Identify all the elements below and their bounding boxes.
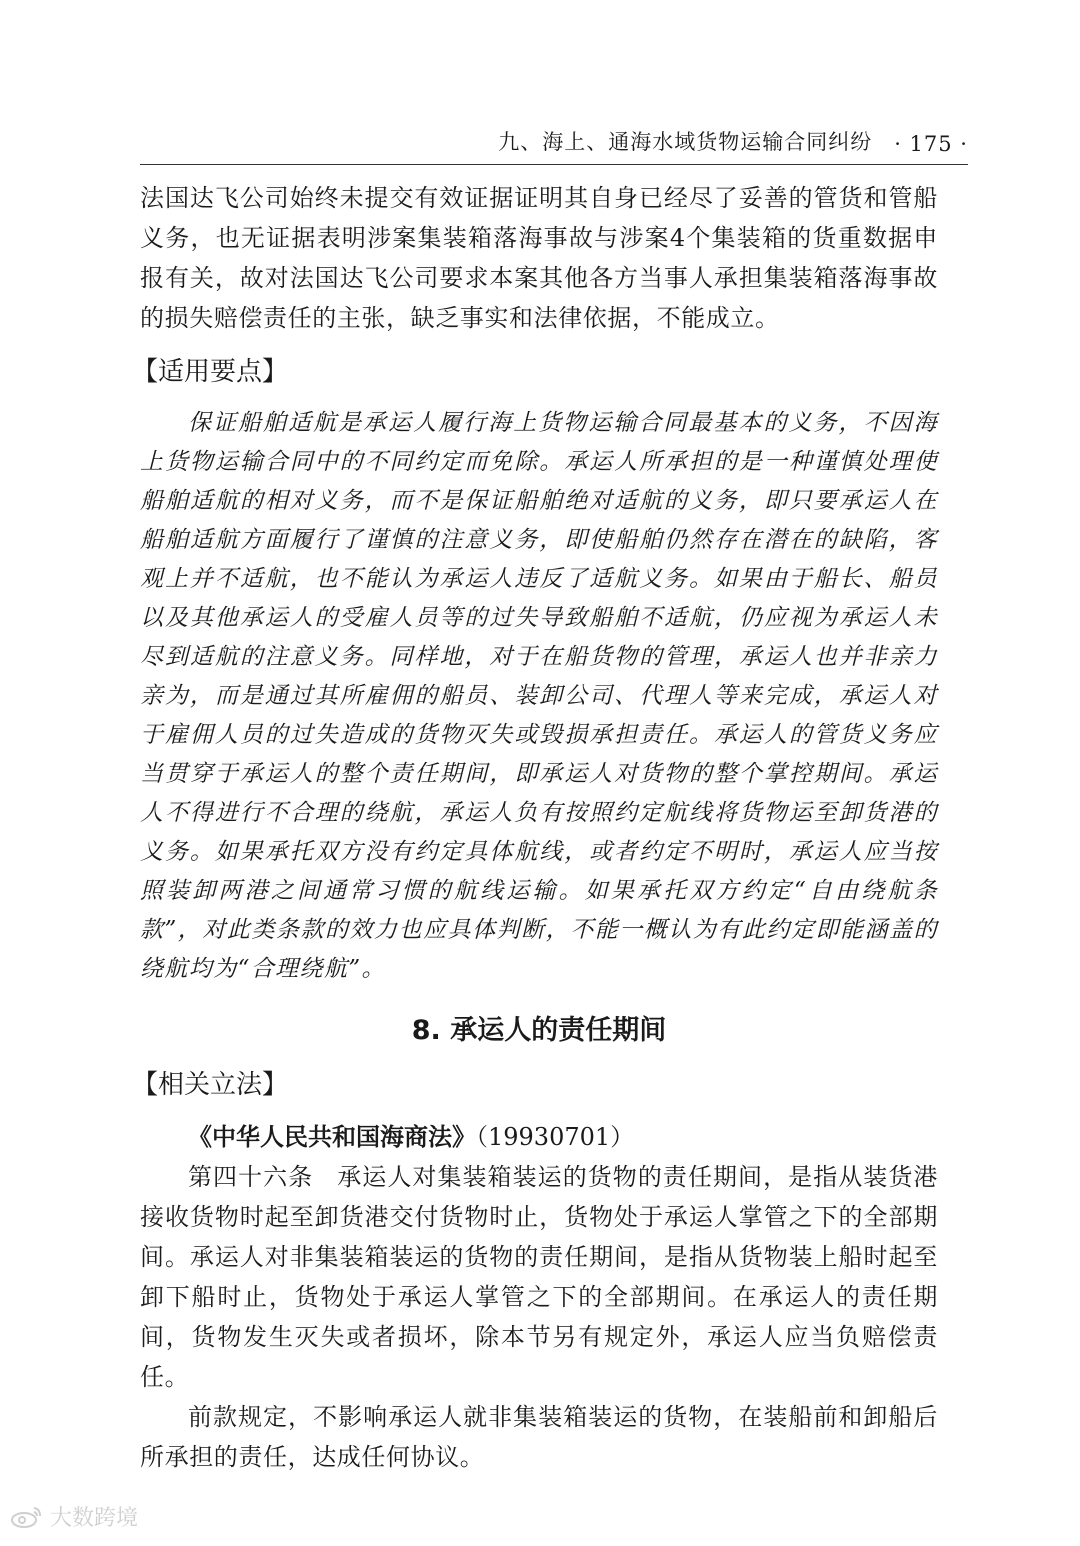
key-points-label: 【适用要点】 [132, 357, 289, 387]
key-points-paragraph: 保证船舶适航是承运人履行海上货物运输合同最基本的义务，不因海上货物运输合同中的不同约定而免除。承运人所承担的是一种谨慎处理使船舶适航的相对义务，而不是保证船舶绝对适航的义务，即只要承运人在船舶适航方面履行了谨慎的注意义务，即使船舶仍然存在潜在的缺陷，客观上并不适航，也不能认为承运人违反了适航义务。如果由于船长、船员以及其他承运人的受雇人员等的过失导致船舶不适航，仍应视为承运人未尽到适航的注意义务。同样地，对于在船货物的管理，承运人也并非亲力亲为，而是通过其所雇佣的船员、装卸公司、代理人等来完成，承运人对于雇佣人员的过失造成的货物灭失或毁损承担责任。承运人的管货义务应当贯穿于承运人的整个责任期间，即承运人对货物的整个掌控期间。承运人不得进行不合理的绕航，承运人负有按照约定航线将货物运至卸货港的义务。如果承托双方没有约定具体航线，或者约定不明时，承运人应当按照装卸两港之间通常习惯的航线运输。如果承托双方约定“自由绕航条款”，对此类条款的效力也应具体判断，不能一概认为有此约定即能涵盖的绕航均为“合理绕航”。 [140, 410, 938, 982]
running-head [140, 116, 968, 165]
page-number: · 175 · [894, 132, 968, 156]
law-name: 《中华人民共和国海商法》 [188, 1123, 476, 1151]
watermark-text: 大数跨境 [50, 1506, 139, 1531]
law-title [188, 1117, 938, 1157]
chapter-title: 九、海上、通海水域货物运输合同纠纷 [498, 130, 873, 154]
article-second-paragraph: 前款规定，不影响承运人就非集装箱装运的货物，在装船前和卸船后所承担的责任，达成任何协议。 [140, 1403, 938, 1471]
watermark [10, 1501, 138, 1532]
legislation-label: 【相关立法】 [132, 1070, 289, 1100]
opening-paragraph: 法国达飞公司始终未提交有效证据证明其自身已经尽了妥善的管货和管船义务，也无证据表明涉案集装箱落海事故与涉案4个集装箱的货重数据申报有关，故对法国达飞公司要求本案其他各方当事人承担集装箱落海事故的损失赔偿责任的主张，缺乏事实和法律依据，不能成立。 [140, 184, 938, 332]
article-text: 承运人对集装箱装运的货物的责任期间，是指从装货港接收货物时起至卸货港交付货物时止，货物处于承运人掌管之下的全部期间。承运人对非集装箱装运的货物的责任期间，是指从货物装上船时起至卸下船时止，货物处于承运人掌管之下的全部期间。在承运人的责任期间，货物发生灭失或者损坏，除本节另有规定外，承运人应当负赔偿责任。 [140, 1163, 938, 1391]
section-title: 8. 承运人的责任期间 [411, 1015, 667, 1046]
law-date: （19930701） [476, 1123, 635, 1151]
weibo-logo-icon [10, 1505, 44, 1529]
article-number: 第四十六条 [188, 1163, 314, 1191]
page-content [132, 178, 938, 1477]
article-paragraph [140, 1157, 938, 1397]
